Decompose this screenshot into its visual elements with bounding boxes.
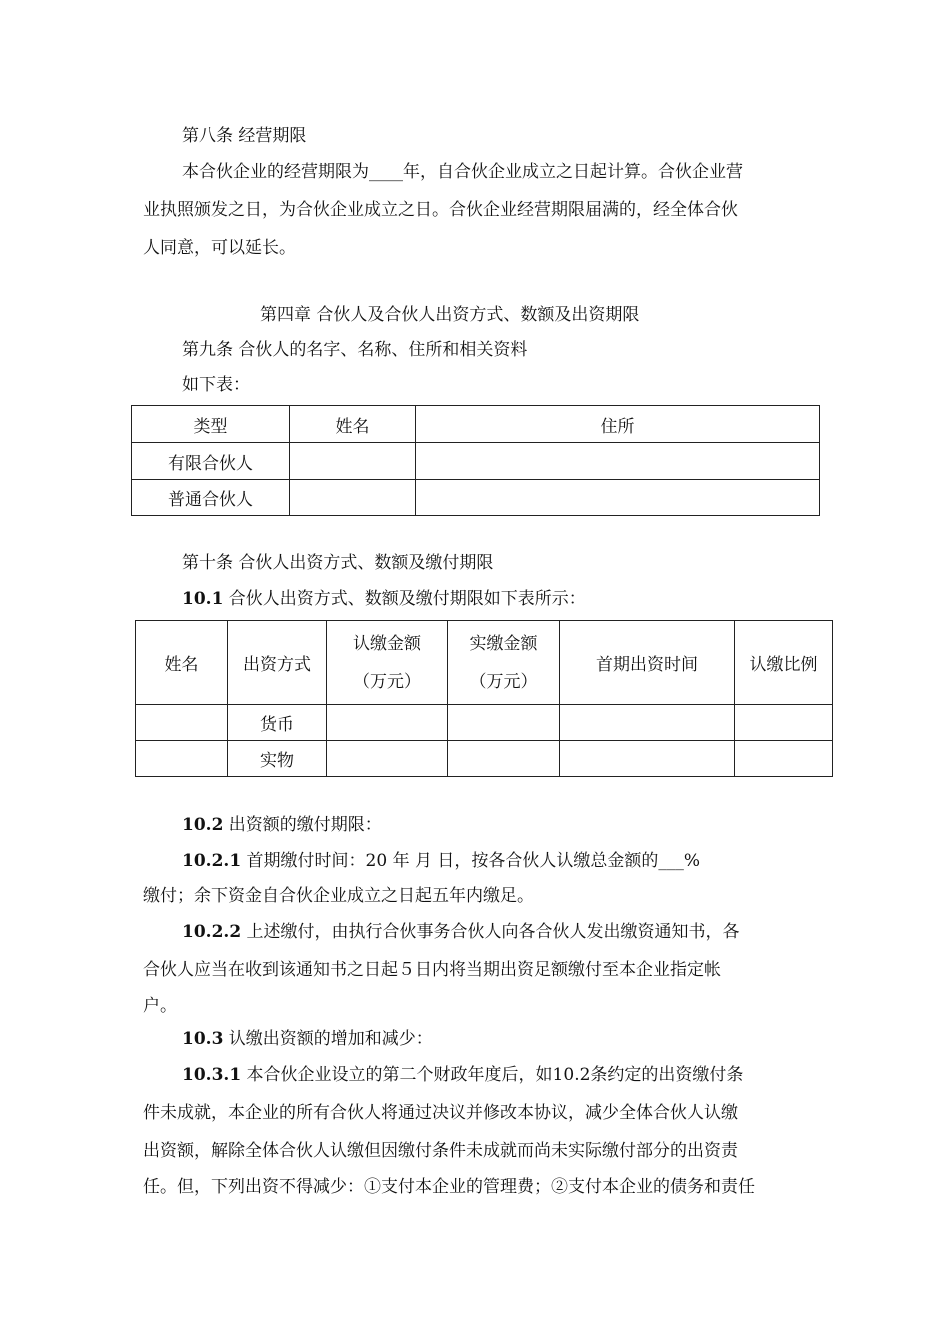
- table-row: [136, 741, 833, 777]
- table-row: [132, 480, 820, 516]
- article-8-line-2: 业执照颁发之日，为合伙企业成立之日。合伙企业经营期限届满的，经全体合伙: [143, 200, 738, 220]
- cell: [560, 741, 735, 777]
- header-subscribed-amount: [327, 621, 448, 705]
- section-number: 10.3.1: [182, 1065, 242, 1085]
- article-8-line-1: 本合伙企业的经营期限为____年，自合伙企业成立之日起计算。合伙企业营: [182, 162, 743, 182]
- article-8-line-3: 人同意，可以延长。: [143, 238, 296, 258]
- section-10-3: [182, 1027, 433, 1051]
- header-name: 姓名: [136, 621, 228, 705]
- section-number: 10.2.2: [182, 922, 242, 942]
- section-10-2-2-line-2: 合伙人应当在收到该通知书之日起５日内将当期出资足额缴付至本企业指定帐: [143, 960, 721, 980]
- cell-method: 货币: [228, 705, 327, 741]
- cell-address: [416, 480, 820, 516]
- cell: [560, 705, 735, 741]
- section-text: 上述缴付，由执行合伙事务合伙人向各合伙人发出缴资通知书，各: [241, 922, 740, 942]
- section-text: 出资额的缴付期限：: [223, 815, 382, 835]
- cell: [136, 705, 228, 741]
- header-unit: （万元）: [353, 671, 421, 692]
- section-number: 10.3: [182, 1029, 224, 1049]
- section-10-2-2-line-1: [182, 920, 740, 944]
- section-10-3-1-line-4: 任。但，下列出资不得减少：①支付本企业的管理费；②支付本企业的债务和责任: [143, 1177, 755, 1197]
- section-10-3-1-line-1: [182, 1063, 743, 1087]
- article-8-heading: 第八条 经营期限: [182, 126, 307, 146]
- article-9-intro: 如下表：: [182, 375, 250, 395]
- partner-table: [131, 405, 820, 516]
- table-header-row: [136, 621, 833, 705]
- section-text: 认缴出资额的增加和减少：: [223, 1029, 433, 1049]
- header-type: 类型: [132, 406, 290, 443]
- header-name: 姓名: [290, 406, 416, 443]
- cell: [448, 705, 560, 741]
- section-number: 10.2: [182, 815, 224, 835]
- cell: [327, 741, 448, 777]
- section-10-3-1-line-2: 件未成就，本企业的所有合伙人将通过决议并修改本协议，减少全体合伙人认缴: [143, 1103, 738, 1123]
- cell-name: [290, 443, 416, 480]
- chapter-4-title: 第四章 合伙人及合伙人出资方式、数额及出资期限: [260, 305, 640, 325]
- header-paid-amount: [448, 621, 560, 705]
- cell: [448, 741, 560, 777]
- header-unit: （万元）: [469, 671, 538, 692]
- header-line: 认缴金额: [353, 633, 421, 654]
- section-10-2-1-line-1: [182, 849, 700, 873]
- section-number: 10.1: [182, 589, 224, 609]
- article-9-heading: 第九条 合伙人的名字、名称、住所和相关资料: [182, 340, 528, 360]
- section-10-2-2-line-3: 户。: [143, 996, 177, 1016]
- table-row: [136, 705, 833, 741]
- section-10-2: [182, 813, 382, 837]
- cell-type: 有限合伙人: [132, 443, 290, 480]
- cell: [327, 705, 448, 741]
- section-number: 10.2.1: [182, 851, 242, 871]
- cell-method: 实物: [228, 741, 327, 777]
- header-first-payment-time: 首期出资时间: [560, 621, 735, 705]
- article-10-heading: 第十条 合伙人出资方式、数额及缴付期限: [182, 553, 494, 573]
- header-line: 实缴金额: [469, 633, 538, 654]
- header-method: 出资方式: [228, 621, 327, 705]
- contribution-table: [135, 620, 833, 777]
- section-10-3-1-line-3: 出资额，解除全体合伙人认缴但因缴付条件未成就而尚未实际缴付部分的出资责: [143, 1141, 738, 1161]
- cell: [735, 705, 833, 741]
- table-row: [132, 443, 820, 480]
- header-address: 住所: [416, 406, 820, 443]
- cell-address: [416, 443, 820, 480]
- section-text: 本合伙企业设立的第二个财政年度后，如10.2条约定的出资缴付条: [241, 1065, 744, 1085]
- cell: [735, 741, 833, 777]
- section-text: 首期缴付时间：20 年 月 日，按各合伙人认缴总金额的___%: [241, 851, 701, 871]
- header-subscription-ratio: 认缴比例: [735, 621, 833, 705]
- section-10-2-1-line-2: 缴付；余下资金自合伙企业成立之日起五年内缴足。: [143, 886, 534, 906]
- section-text: 合伙人出资方式、数额及缴付期限如下表所示：: [223, 589, 586, 609]
- table-header-row: [132, 406, 820, 443]
- cell-name: [290, 480, 416, 516]
- cell-type: 普通合伙人: [132, 480, 290, 516]
- section-10-1: [182, 587, 586, 611]
- cell: [136, 741, 228, 777]
